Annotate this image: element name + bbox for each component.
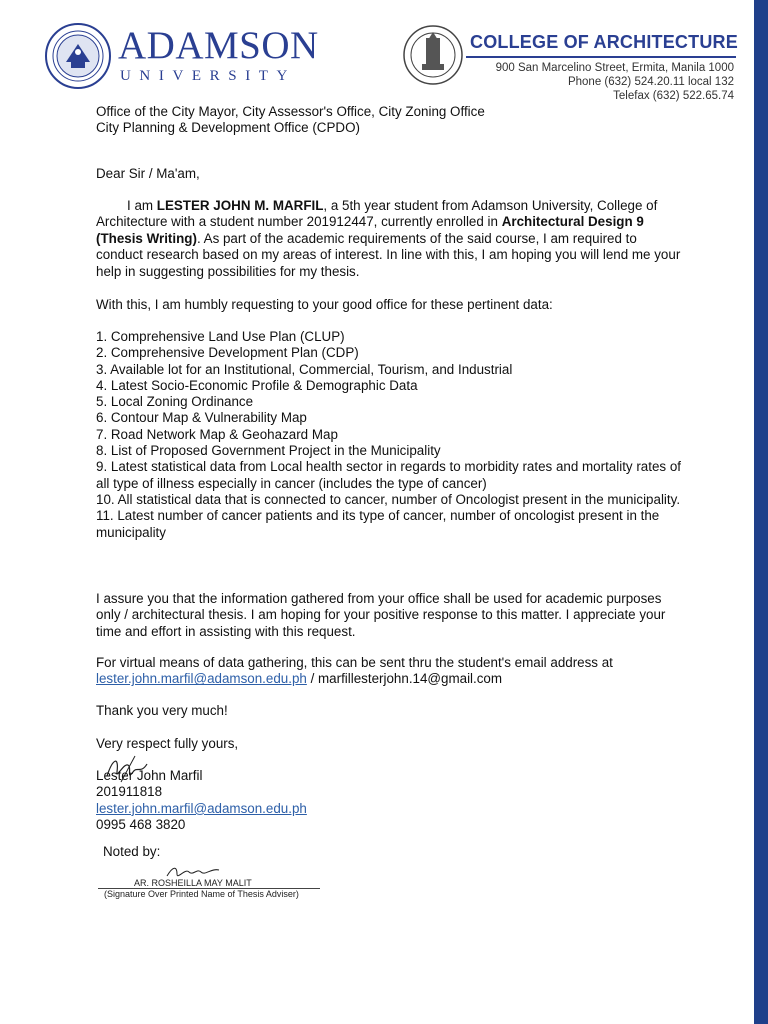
virtual-paragraph bbox=[96, 655, 686, 688]
signatory-block bbox=[96, 768, 307, 834]
list-item: 2. Comprehensive Development Plan (CDP) bbox=[96, 345, 359, 361]
thanks-line: Thank you very much! bbox=[96, 703, 228, 718]
list-item: 8. List of Proposed Government Project in the Municipality bbox=[96, 443, 441, 459]
phone-line: Phone (632) 524.20.11 local 132 bbox=[567, 76, 734, 88]
student-name: LESTER JOHN M. MARFIL bbox=[156, 198, 324, 213]
list-item: 7. Road Network Map & Geohazard Map bbox=[96, 426, 338, 442]
brand-subtitle: UNIVERSITY bbox=[120, 68, 296, 84]
email-secondary: / marfillesterjohn.14@gmail.com bbox=[306, 671, 503, 687]
request-intro: With this, I am humbly requesting to your good office for these pertinent data: bbox=[96, 297, 553, 312]
list-item: 11. Latest number of cancer patients and its type of cancer, number of oncologist present in the municipality bbox=[96, 508, 660, 540]
request-list bbox=[96, 329, 686, 541]
list-item: 3. Available lot for an Institutional, Commercial, Tourism, and Industrial bbox=[96, 361, 513, 377]
recipient-block bbox=[96, 104, 485, 137]
signatory-student-number: 201911818 bbox=[96, 784, 163, 800]
header-rule bbox=[466, 56, 736, 58]
list-item: 1. Comprehensive Land Use Plan (CLUP) bbox=[96, 329, 345, 344]
list-item: 4. Latest Socio-Economic Profile & Demographic Data bbox=[96, 377, 418, 393]
recipient-line-2: City Planning & Development Office (CPDO) bbox=[96, 120, 360, 136]
signatory-name: Lester John Marfil bbox=[96, 768, 203, 783]
college-name: COLLEGE OF ARCHITECTURE bbox=[470, 32, 738, 52]
telefax-line: Telefax (632) 522.65.74 bbox=[613, 90, 734, 102]
university-seal-icon bbox=[44, 22, 112, 90]
salutation: Dear Sir / Ma'am, bbox=[96, 166, 200, 181]
page-edge-strip bbox=[754, 0, 768, 1024]
list-item: 5. Local Zoning Ordinance bbox=[96, 394, 254, 410]
adviser-name-line bbox=[98, 878, 320, 889]
email-line bbox=[96, 671, 686, 687]
intro-text-1: I am bbox=[127, 198, 157, 213]
intro-text-2: , a 5th year student from Adamson University, College of Architecture with a student number 201912447, currently enrolled in bbox=[96, 198, 658, 230]
list-item: 10. All statistical data that is connected to cancer, number of Oncologist present in the municipality. bbox=[96, 491, 681, 507]
address-line: 900 San Marcelino Street, Ermita, Manila 1000 bbox=[495, 62, 734, 74]
list-item: 6. Contour Map & Vulnerability Map bbox=[96, 410, 307, 426]
signatory-email-link[interactable]: lester.john.marfil@adamson.edu.ph bbox=[96, 800, 307, 816]
intro-paragraph bbox=[96, 198, 686, 280]
signatory-phone: 0995 468 3820 bbox=[96, 817, 186, 833]
closing-line: Very respect fully yours, bbox=[96, 736, 239, 751]
college-address bbox=[496, 61, 734, 103]
college-seal-icon bbox=[402, 24, 464, 86]
assurance-paragraph: I assure you that the information gathered from your office shall be used for academic purposes only / architectural thesis. I am hoping for your positive response to this matter. I appreciate your time and effort in assisting with this request. bbox=[96, 591, 666, 639]
intro-text-3: . As part of the academic requirements of the said course, I am required to conduct research based on my areas of interest. In line with this, I am hoping you will lend me your help in suggesting possibilities for my thesis. bbox=[96, 230, 681, 279]
university-wordmark bbox=[118, 26, 319, 85]
brand-name: ADAMSON bbox=[118, 24, 319, 67]
noted-by-label: Noted by: bbox=[103, 844, 161, 859]
email-link-primary[interactable]: lester.john.marfil@adamson.edu.ph bbox=[96, 671, 307, 687]
virtual-text: For virtual means of data gathering, this can be sent thru the student's email address at bbox=[96, 655, 613, 670]
adviser-name: AR. ROSHEILLA MAY MALIT bbox=[98, 878, 320, 889]
list-item: 9. Latest statistical data from Local health sector in regards to morbidity rates and mortality rates of all type of illness especially in cancer (includes the type of cancer) bbox=[96, 459, 681, 491]
recipient-line-1: Office of the City Mayor, City Assessor's Office, City Zoning Office bbox=[96, 104, 485, 119]
course-name: Architectural Design 9 (Thesis Writing) bbox=[96, 214, 644, 246]
adviser-caption: (Signature Over Printed Name of Thesis Adviser) bbox=[104, 889, 299, 899]
